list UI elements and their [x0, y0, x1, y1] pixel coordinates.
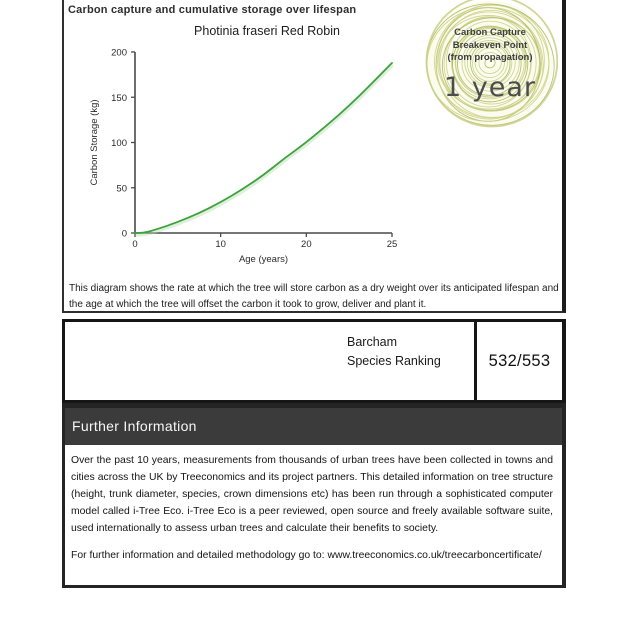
- further-information-body: [65, 445, 562, 561]
- badge-title-line2: Breakeven Point: [452, 39, 528, 51]
- carbon-curve: [135, 63, 392, 233]
- y-tick-label: 150: [111, 92, 127, 104]
- ranking-label-line1: Barcham: [347, 335, 398, 349]
- ranking-value-cell: [474, 322, 562, 400]
- ranking-label-cell: [65, 322, 474, 400]
- badge-title-line1: Carbon Capture: [454, 27, 526, 38]
- y-axis-label: Carbon Storage (kg): [89, 99, 100, 186]
- y-tick-label: 100: [111, 138, 127, 149]
- y-tick-label: 0: [121, 228, 127, 240]
- chart-title: Photinia fraseri Red Robin: [194, 24, 340, 38]
- info-link-line: For further information and detailed methodology go to: www.treeconomics.co.uk/treecarboncertificate/: [71, 550, 542, 561]
- badge-value: 1 year: [444, 71, 536, 103]
- breakeven-badge-text: [422, 27, 558, 103]
- ranking-label-line2: Species Ranking: [347, 353, 441, 368]
- ranking-label: [347, 333, 441, 370]
- carbon-storage-chart: [70, 15, 410, 280]
- carbon-capture-section: [62, 0, 566, 313]
- x-tick-label: 10: [215, 239, 226, 250]
- breakeven-badge: [422, 0, 558, 134]
- axes: [135, 52, 392, 233]
- badge-title-line3: (from propagation): [447, 52, 533, 63]
- further-information-header: Further Information: [65, 408, 562, 445]
- ranking-value: 532/553: [488, 351, 551, 370]
- x-tick-label: 25: [386, 239, 398, 250]
- chart-caption: This diagram shows the rate at which the tree will store carbon as a dry weight over its anticipated lifespan and the age at which the tree will offset the carbon it took to grow, deliver and plant it.: [69, 283, 559, 310]
- further-information-section: [62, 403, 566, 588]
- section-title: Carbon capture and cumulative storage over lifespan: [68, 4, 357, 17]
- y-tick-label: 200: [111, 47, 127, 59]
- species-ranking-section: [62, 319, 566, 403]
- x-tick-label: 0: [132, 239, 138, 250]
- x-axis-label: Age (years): [238, 254, 289, 265]
- y-tick-label: 50: [116, 183, 127, 195]
- curve-glow: [136, 65, 393, 235]
- info-paragraph: Over the past 10 years, measurements from thousands of urban trees have been collected in towns and cities across the UK by Treeconomics and its project partners. This detailed information on tree structure (height, trunk diameter, species, crown dimensions etc) has been run through a sophisticated computer model called i-Tree Eco. i-Tree Eco is a peer reviewed, open source and freely available software suite, used internationally to assess urban trees and calculate their benefits to society.: [71, 455, 553, 534]
- x-tick-label: 20: [301, 239, 312, 250]
